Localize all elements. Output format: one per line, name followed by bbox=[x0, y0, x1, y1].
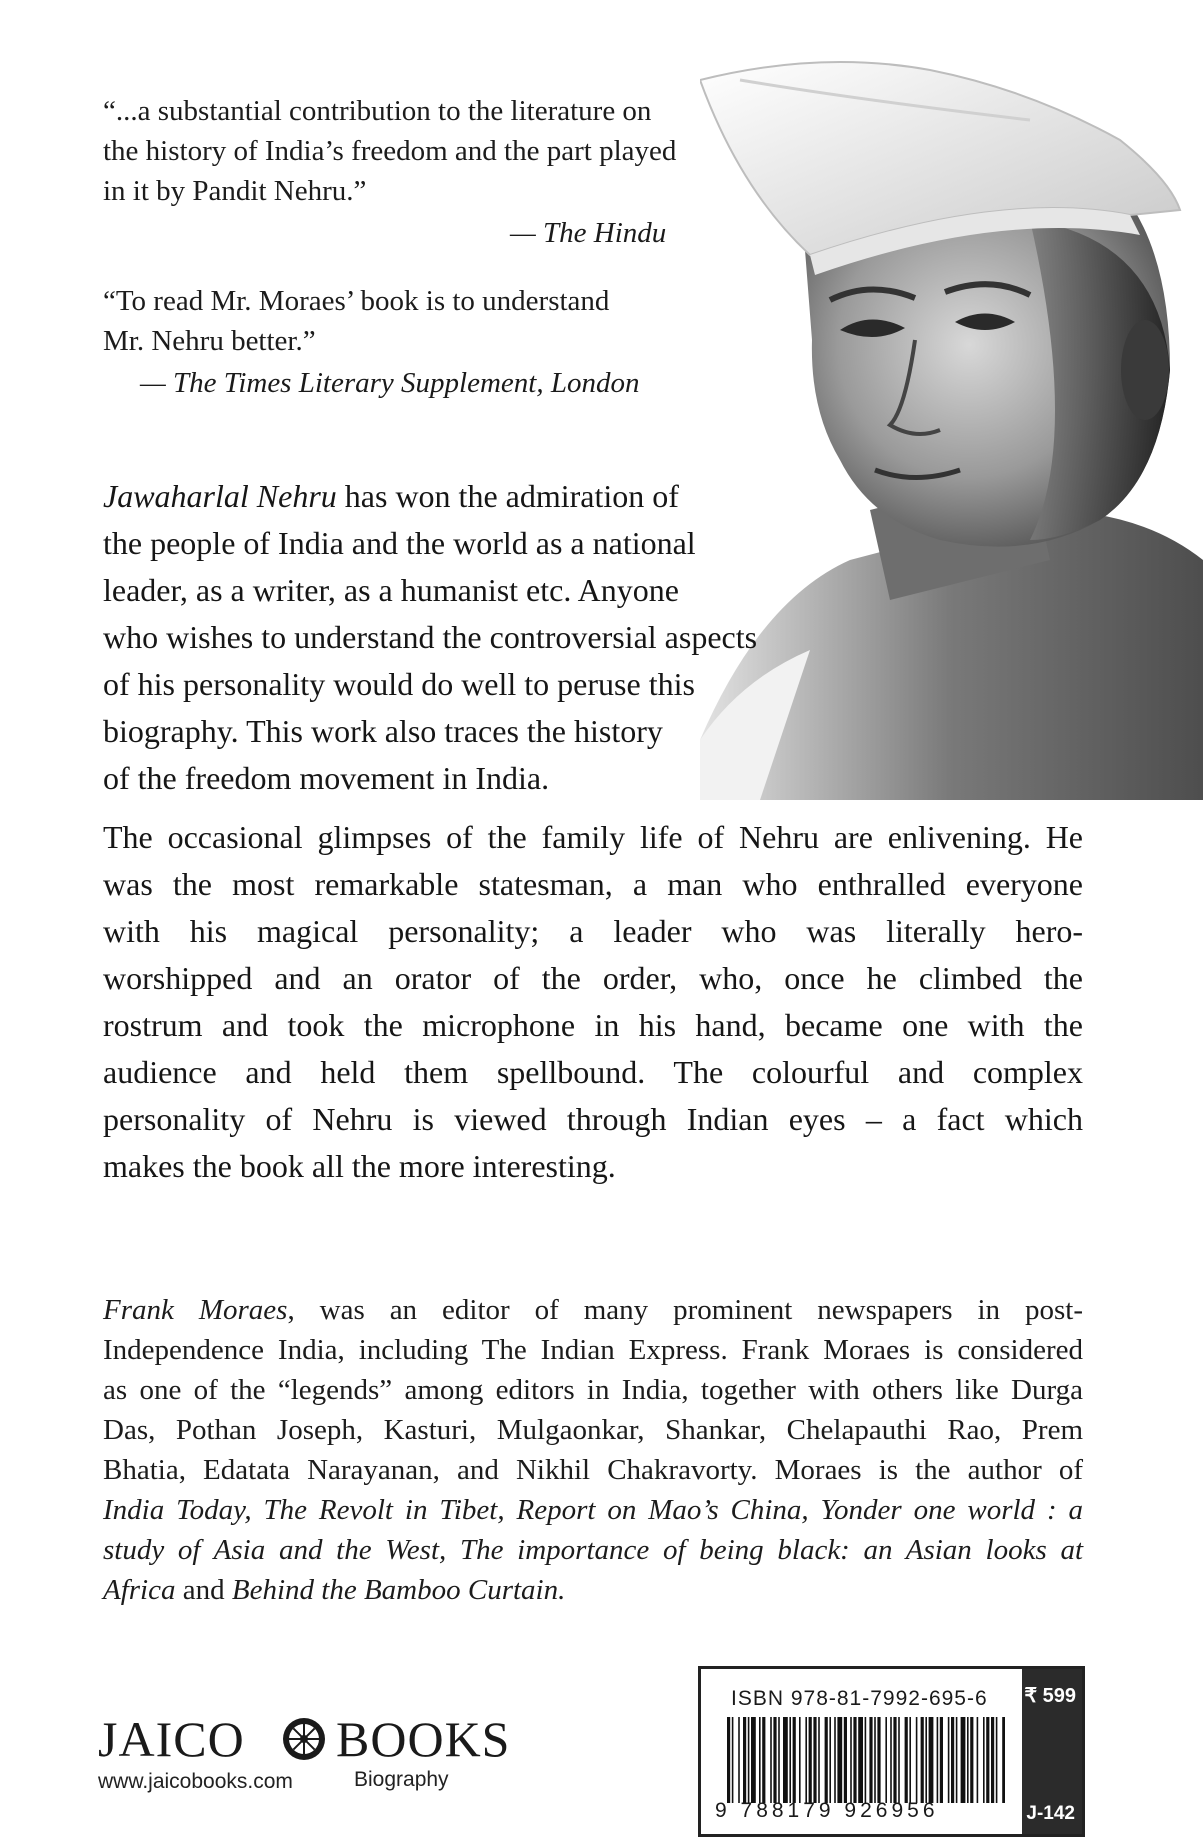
barcode-bar bbox=[759, 1717, 761, 1803]
barcode-bar bbox=[890, 1717, 892, 1803]
price-panel bbox=[1022, 1669, 1082, 1834]
barcode-bar bbox=[818, 1717, 820, 1803]
bio-line: Das, Pothan Joseph, Kasturi, Mulgaonkar, Shankar, Chelapauthi Rao, Prem bbox=[103, 1414, 1083, 1446]
blurb-paragraph-1 bbox=[103, 473, 803, 802]
press-quote-tls bbox=[103, 281, 743, 361]
bio-line: Africa and Behind the Bamboo Curtain. bbox=[103, 1574, 566, 1606]
barcode-bar bbox=[948, 1717, 950, 1803]
publisher-name-left: JAICO bbox=[98, 1711, 245, 1767]
barcode-bar bbox=[916, 1717, 918, 1803]
barcode-bar bbox=[967, 1717, 969, 1803]
blurb-line: leader, as a writer, as a humanist etc. Anyone bbox=[103, 572, 679, 608]
barcode-bar bbox=[844, 1717, 847, 1803]
barcode-bar bbox=[925, 1717, 927, 1803]
barcode-bar bbox=[898, 1717, 900, 1803]
barcode-image bbox=[727, 1717, 1005, 1803]
barcode-bar bbox=[929, 1717, 934, 1803]
barcode-bar bbox=[877, 1717, 880, 1803]
isbn-barcode-box bbox=[698, 1666, 1085, 1837]
barcode-bar bbox=[799, 1717, 801, 1803]
barcode-bar bbox=[996, 1717, 998, 1803]
quote-line: “To read Mr. Moraes’ book is to understand bbox=[103, 285, 610, 317]
bio-line: India Today, The Revolt in Tibet, Report on Mao’s China, Yonder one world : a bbox=[103, 1494, 1083, 1526]
barcode-bar bbox=[743, 1717, 746, 1803]
barcode-bar bbox=[748, 1717, 750, 1803]
quote-line: the history of India’s freedom and the part played bbox=[103, 135, 677, 167]
barcode-bar bbox=[751, 1717, 756, 1803]
barcode-bar bbox=[940, 1717, 943, 1803]
barcode-bar bbox=[837, 1717, 842, 1803]
quote-line: in it by Pandit Nehru.” bbox=[103, 175, 367, 207]
blurb-line: with his magical personality; a leader who was literally hero- bbox=[103, 913, 1083, 949]
barcode-bar bbox=[970, 1717, 973, 1803]
blurb-line: rostrum and took the microphone in his hand, became one with the bbox=[103, 1007, 1083, 1043]
blurb-line: was the most remarkable statesman, a man who enthralled everyone bbox=[103, 866, 1083, 902]
blurb-line: The occasional glimpses of the family life of Nehru are enlivening. He bbox=[103, 819, 1083, 855]
barcode-bar bbox=[732, 1717, 734, 1803]
barcode-bar bbox=[789, 1717, 791, 1803]
book-category: Biography bbox=[354, 1768, 449, 1791]
blurb-line: Jawaharlal Nehru has won the admiration of bbox=[103, 478, 679, 514]
barcode-bar bbox=[865, 1717, 867, 1803]
blurb-line: biography. This work also traces the history bbox=[103, 713, 663, 749]
quote-line: Mr. Nehru better.” bbox=[103, 325, 316, 357]
barcode-bar bbox=[909, 1717, 911, 1803]
barcode-bar bbox=[813, 1717, 816, 1803]
barcode-bar bbox=[977, 1717, 979, 1803]
barcode-bar bbox=[829, 1717, 831, 1803]
bio-line: as one of the “legends” among editors in India, together with others like Durga bbox=[103, 1374, 1083, 1406]
barcode-bar bbox=[937, 1717, 939, 1803]
barcode-bar bbox=[853, 1717, 856, 1803]
barcode-bar bbox=[905, 1717, 908, 1803]
barcode-bar bbox=[951, 1717, 954, 1803]
barcode-bar bbox=[778, 1717, 780, 1803]
barcode-bar bbox=[805, 1717, 807, 1803]
barcode-bar bbox=[762, 1717, 765, 1803]
press-quote-the-hindu bbox=[103, 91, 743, 211]
jaico-wheel-logo-icon bbox=[281, 1716, 327, 1762]
bio-line: Bhatia, Edatata Narayanan, and Nikhil Chakravorty. Moraes is the author of bbox=[103, 1454, 1083, 1486]
publisher-name-right: BOOKS bbox=[336, 1711, 511, 1767]
blurb-line: audience and held them spellbound. The colourful and complex bbox=[103, 1054, 1083, 1090]
barcode-digits: 9 788179 926956 bbox=[715, 1799, 939, 1822]
quote-line: “...a substantial contribution to the literature on bbox=[103, 95, 652, 127]
barcode-bar bbox=[983, 1717, 985, 1803]
price-label: ₹ 599 bbox=[1024, 1685, 1076, 1707]
barcode-bar bbox=[850, 1717, 852, 1803]
blurb-line: of his personality would do well to peruse this bbox=[103, 666, 695, 702]
barcode-bar bbox=[1002, 1717, 1005, 1803]
barcode-bar bbox=[858, 1717, 863, 1803]
blurb-line: the people of India and the world as a national bbox=[103, 525, 696, 561]
barcode-bar bbox=[727, 1717, 730, 1803]
barcode-bar bbox=[793, 1717, 796, 1803]
barcode-bar bbox=[991, 1717, 994, 1803]
publisher-website: www.jaicobooks.com bbox=[98, 1770, 293, 1793]
barcode-bar bbox=[961, 1717, 966, 1803]
barcode-bar bbox=[738, 1717, 740, 1803]
blurb-line: of the freedom movement in India. bbox=[103, 760, 550, 796]
author-bio bbox=[103, 1290, 1083, 1610]
barcode-bar bbox=[921, 1717, 924, 1803]
barcode-bar bbox=[783, 1717, 788, 1803]
barcode-bar bbox=[809, 1717, 812, 1803]
author-name: Frank Moraes bbox=[103, 1294, 288, 1326]
barcode-bar bbox=[874, 1717, 876, 1803]
bio-line: Independence India, including The Indian Express. Frank Moraes is considered bbox=[103, 1334, 1083, 1366]
barcode-bar bbox=[834, 1717, 836, 1803]
barcode-bar bbox=[986, 1717, 989, 1803]
catalog-code: J-142 bbox=[1026, 1803, 1075, 1824]
barcode-bar bbox=[956, 1717, 958, 1803]
bio-line: Frank Moraes, was an editor of many prominent newspapers in post- bbox=[103, 1294, 1083, 1326]
blurb-line: worshipped and an orator of the order, who, once he climbed the bbox=[103, 960, 1083, 996]
barcode-bar bbox=[885, 1717, 887, 1803]
blurb-line: personality of Nehru is viewed through Indian eyes – a fact which bbox=[103, 1101, 1083, 1137]
blurb-line: makes the book all the more interesting. bbox=[103, 1148, 616, 1184]
barcode-bar bbox=[893, 1717, 896, 1803]
barcode-bar bbox=[825, 1717, 828, 1803]
barcode-bar bbox=[869, 1717, 872, 1803]
quote-attribution: — The Times Literary Supplement, London bbox=[140, 367, 640, 399]
quote-attribution: — The Hindu bbox=[510, 217, 667, 249]
blurb-paragraph-2 bbox=[103, 814, 1083, 1190]
barcode-bar bbox=[773, 1717, 776, 1803]
subject-name: Jawaharlal Nehru bbox=[103, 478, 337, 514]
isbn-number: ISBN 978-81-7992-695-6 bbox=[731, 1687, 988, 1710]
barcode-bar bbox=[770, 1717, 772, 1803]
blurb-line: who wishes to understand the controversial aspects bbox=[103, 619, 758, 655]
bio-line: study of Asia and the West, The importance of being black: an Asian looks at bbox=[103, 1534, 1083, 1566]
